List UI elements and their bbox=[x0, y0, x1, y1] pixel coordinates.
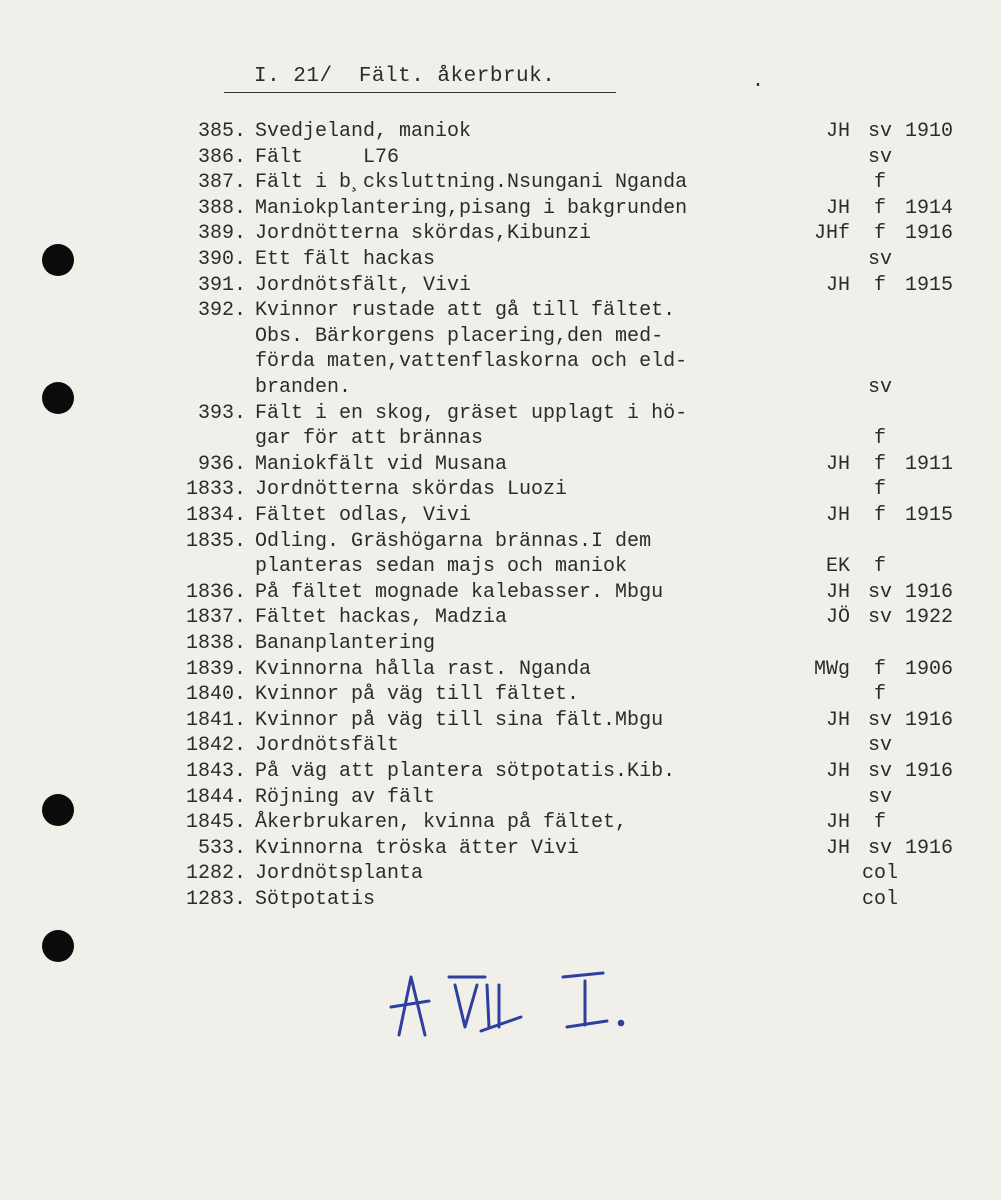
entry-year: 1922 bbox=[905, 606, 954, 630]
entry-year: 1911 bbox=[905, 452, 954, 476]
entry-text: Ett fält hackas bbox=[255, 248, 436, 271]
entry-number: 392. bbox=[197, 299, 246, 323]
entry-text: Kvinnor rustade att gå till fältet. bbox=[255, 299, 676, 323]
entry-text: Kvinnorna tröska ätter Vivi bbox=[255, 836, 580, 860]
entry-text: Fält i en skog, gräset upplagt i hö- bbox=[255, 401, 688, 425]
entry-photographer: JH bbox=[825, 273, 850, 297]
entry-number: 1837. bbox=[185, 606, 246, 630]
entry-year: 1915 bbox=[905, 504, 954, 527]
punch-hole bbox=[42, 382, 74, 414]
entry-text: planteras sedan majs och maniok bbox=[255, 555, 628, 579]
entry-type: col bbox=[861, 888, 898, 911]
heading-dot: . bbox=[752, 70, 765, 93]
entry-photographer: JH bbox=[825, 120, 850, 143]
entry-text: På väg att plantera sötpotatis.Kib. bbox=[255, 760, 676, 783]
entry-number: 1842. bbox=[185, 734, 246, 758]
entry-type: f bbox=[873, 222, 886, 246]
entry-number: 1833. bbox=[185, 478, 246, 502]
entry-type: f bbox=[873, 273, 886, 297]
entry-number: 1839. bbox=[185, 657, 246, 681]
entry-photographer: JH bbox=[825, 708, 850, 732]
entry-type: sv bbox=[867, 836, 892, 860]
entry-number: 386. bbox=[197, 145, 246, 169]
entry-photographer: JH bbox=[825, 196, 850, 220]
entry-number: 1844. bbox=[185, 785, 246, 809]
entry-photographer: JH bbox=[825, 580, 850, 604]
entry-type: sv bbox=[867, 708, 892, 732]
entry-type: sv bbox=[867, 248, 892, 271]
punch-hole bbox=[42, 930, 74, 962]
entry-text: Fält L76 bbox=[255, 145, 400, 169]
entry-number: 1840. bbox=[185, 683, 246, 707]
entry-text: Fält i b¸cksluttning.Nsungani Nganda bbox=[255, 171, 688, 195]
handwritten-note bbox=[385, 955, 645, 1045]
entry-photographer: JH bbox=[825, 760, 850, 783]
entry-photographer: JH bbox=[825, 811, 850, 835]
entry-text: Jordnötterna skördas Luozi bbox=[255, 478, 568, 502]
entry-year: 1916 bbox=[905, 760, 954, 783]
entry-year: 1916 bbox=[905, 580, 954, 604]
entry-text: Sötpotatis bbox=[255, 888, 376, 911]
entry-text: Åkerbrukaren, kvinna på fältet, bbox=[255, 811, 628, 835]
entry-year: 1914 bbox=[905, 196, 954, 220]
entry-year: 1916 bbox=[905, 222, 954, 246]
entry-type: f bbox=[873, 683, 886, 707]
punch-hole bbox=[42, 244, 74, 276]
entry-number: 388. bbox=[197, 196, 246, 220]
entry-number: 393. bbox=[197, 401, 246, 425]
entry-photographer: JH bbox=[825, 452, 850, 476]
entry-text: Kvinnor på väg till sina fält.Mbgu bbox=[255, 708, 664, 732]
entry-text: Odling. Gräshögarna brännas.I dem bbox=[255, 529, 652, 553]
entry-number: 533. bbox=[197, 836, 246, 860]
entry-text: branden. bbox=[255, 376, 352, 399]
entry-text: Röjning av fält bbox=[255, 785, 436, 809]
entry-text: Obs. Bärkorgens placering,den med- bbox=[255, 324, 664, 348]
entry-year: 1906 bbox=[905, 657, 954, 681]
entry-type: sv bbox=[867, 734, 892, 758]
entry-year: 1915 bbox=[905, 273, 954, 297]
entry-text: Kvinnor på väg till fältet. bbox=[255, 683, 580, 707]
card-heading: I. 21/ Fält. åkerbruk. bbox=[224, 62, 616, 93]
entry-photographer: JHf bbox=[813, 222, 850, 246]
entry-text: gar för att brännas bbox=[255, 427, 484, 451]
entry-number: 1282. bbox=[185, 862, 246, 886]
entry-year: 1910 bbox=[905, 120, 954, 143]
entry-photographer: JH bbox=[825, 836, 850, 860]
entry-type: sv bbox=[867, 376, 892, 399]
entry-number: 936. bbox=[197, 452, 246, 476]
entry-text: Fältet odlas, Vivi bbox=[255, 504, 472, 527]
entry-number: 389. bbox=[197, 222, 246, 246]
entry-type: sv bbox=[867, 606, 892, 630]
entry-number: 1835. bbox=[185, 529, 246, 553]
entry-type: f bbox=[873, 657, 886, 681]
entry-photographer: JH bbox=[825, 504, 850, 527]
entry-text: Bananplantering bbox=[255, 632, 436, 655]
entry-number: 1843. bbox=[185, 760, 246, 783]
entry-text: Svedjeland, maniok bbox=[255, 120, 472, 143]
entry-text: Jordnötsfält bbox=[255, 734, 400, 758]
entry-number: 1283. bbox=[185, 888, 246, 911]
entry-type: sv bbox=[867, 785, 892, 809]
entry-type: f bbox=[873, 555, 886, 579]
entry-text: Maniokplantering,pisang i bakgrunden bbox=[255, 196, 688, 220]
entry-type: f bbox=[873, 452, 886, 476]
entry-number: 387. bbox=[197, 171, 246, 195]
entry-type: f bbox=[873, 478, 886, 502]
entry-text: Maniokfält vid Musana bbox=[255, 452, 508, 476]
entry-photographer: MWg bbox=[813, 657, 850, 681]
entry-number: 1836. bbox=[185, 580, 246, 604]
entry-photographer: EK bbox=[825, 555, 850, 579]
entry-number: 385. bbox=[197, 120, 246, 143]
entry-number: 391. bbox=[197, 273, 246, 297]
entry-text: Jordnötterna skördas,Kibunzi bbox=[255, 222, 592, 246]
entry-number: 1834. bbox=[185, 504, 246, 527]
entry-type: f bbox=[873, 811, 886, 835]
entry-text: förda maten,vattenflaskorna och eld- bbox=[255, 350, 688, 374]
entry-type: f bbox=[873, 427, 886, 451]
entry-type: f bbox=[873, 196, 886, 220]
entry-number: 1841. bbox=[185, 708, 246, 732]
entry-text: Jordnötsplanta bbox=[255, 862, 424, 886]
entry-number: 390. bbox=[197, 248, 246, 271]
entry-year: 1916 bbox=[905, 836, 954, 860]
entry-type: sv bbox=[867, 760, 892, 783]
entry-text: Jordnötsfält, Vivi bbox=[255, 273, 472, 297]
entry-number: 1845. bbox=[185, 811, 246, 835]
entry-type: f bbox=[873, 171, 886, 195]
entry-text: Fältet hackas, Madzia bbox=[255, 606, 508, 630]
entry-photographer: JÖ bbox=[825, 606, 850, 630]
entry-text: På fältet mognade kalebasser. Mbgu bbox=[255, 580, 664, 604]
entry-type: col bbox=[861, 862, 898, 886]
entry-type: f bbox=[873, 504, 886, 527]
entry-text: Kvinnorna hålla rast. Nganda bbox=[255, 657, 592, 681]
punch-hole bbox=[42, 794, 74, 826]
entry-type: sv bbox=[867, 580, 892, 604]
entry-year: 1916 bbox=[905, 708, 954, 732]
entry-number: 1838. bbox=[185, 632, 246, 655]
entry-type: sv bbox=[867, 120, 892, 143]
entry-type: sv bbox=[867, 145, 892, 169]
